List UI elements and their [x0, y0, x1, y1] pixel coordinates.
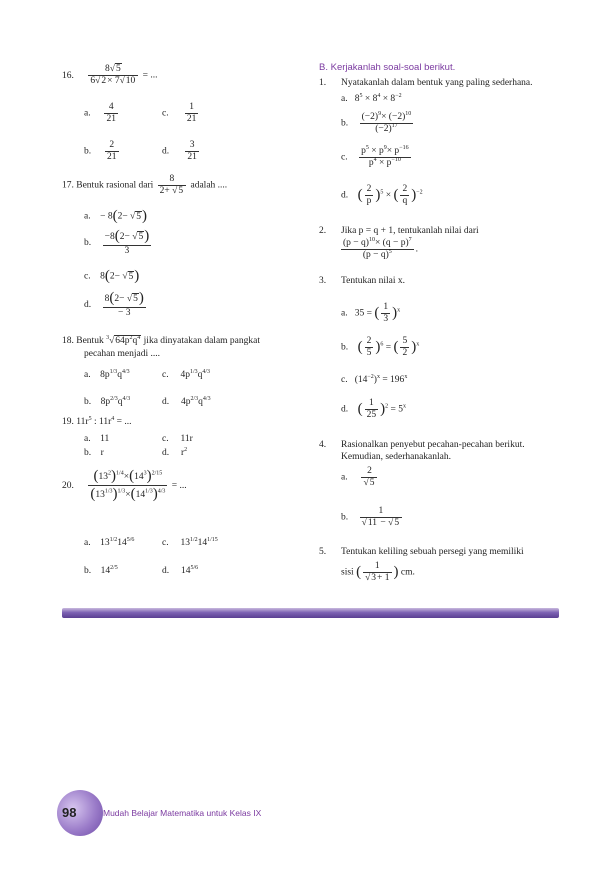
section-title: B. Kerjakanlah soal-soal berikut. — [319, 62, 456, 73]
q18-option-b: b. $8p^{2/3}q^{4/3}$ — [84, 395, 131, 407]
q3-option-d: d. ( $\frac{1}{25}$ )$^2 = 5^x$ — [341, 398, 406, 420]
q18-option-d: d. $4p^{2/3}q^{4/3}$ — [162, 395, 211, 407]
q4-option-a: a. $\frac{2}{√5}$ — [341, 466, 379, 489]
q18-line2: pecahan menjadi .... — [84, 349, 160, 359]
q19-option-a: a. 11 — [84, 434, 110, 444]
q1-option-a: a. $8^5 \times 8^4 \times 8^{-2}$ — [341, 92, 402, 104]
question-18: 18. Bentuk $^3√64p^2q^4$ jika dinyatakan dalam pangkat — [62, 334, 261, 346]
q17-option-d: d. $\frac{8(2- √5)}{- 3}$ — [84, 290, 144, 319]
q19-option-b: b. r — [84, 448, 104, 458]
q1-option-c: c. $\frac{p^5 \times p^9\times p^{-16}}{p^4 \times p^{-10}}$ — [341, 144, 409, 168]
q20-option-a: a. $13^{1/2}14^{5/6}$ — [84, 536, 135, 548]
q20-fraction: $\frac{(13^2)^{1/4}\times(14^3)^{2/15}}{(13^{1/3})^{1/3}\times(14^{1/3})^{4/3}}$ — [90, 468, 166, 503]
question-2: 2. Jika p = q + 1, tentukanlah nilai dari — [319, 226, 479, 236]
page-number: 98 — [62, 805, 77, 820]
q4-line2: Kemudian, sederhanakanlah. — [341, 452, 451, 462]
q16-fraction: $\frac{8√5}{6√2\times 7√10}$ — [88, 64, 138, 87]
q1-option-d: d. ( $\frac{2}{p}$ )$^5$ × ( $\frac{2}{q}$ )$^{-2}$ — [341, 184, 423, 206]
q4-option-b: b. $\frac{1}{√11 - √5}$ — [341, 506, 404, 529]
q20-option-b: b. $14^{2/5}$ — [84, 564, 118, 576]
question-17: 17. Bentuk rasional dari $\frac{8}{2+ √5}$ adalah .... — [62, 174, 228, 196]
question-20: 20. $\frac{(13^2)^{1/4}\times(14^3)^{2/15}}{(13^{1/3})^{1/3}\times(14^{1/3})^{4/3}}$ = ... — [62, 468, 187, 503]
q18-option-a: a. $8p^{1/3}q^{4/3}$ — [84, 368, 130, 380]
q17-option-b: b. $\frac{-8(2- √5)}{3}$ — [84, 228, 150, 257]
section-divider-bar — [62, 608, 559, 618]
q16-option-d: d. $\frac{3}{21}$ — [162, 140, 197, 162]
q19-option-c: c. 11r — [162, 434, 193, 444]
question-19: 19. $11r^5$ : $11r^4$ = ... — [62, 415, 132, 427]
question-16: 16. $\frac{8√5}{6√2\times 7√10}$ = ... — [62, 64, 158, 86]
question-4: 4. Rasionalkan penyebut pecahan-pecahan berikut. — [319, 440, 525, 450]
q1-option-b: b. $\frac{(-2)^9\times (-2)^{10}}{(-2)^{17}}$ — [341, 110, 412, 134]
question-1: 1. Nyatakanlah dalam bentuk yang paling sederhana. — [319, 78, 533, 88]
q17-option-a: a. − 8(2− √5) — [84, 208, 148, 224]
q20-option-c: c. $13^{1/2}14^{1/15}$ — [162, 536, 218, 548]
q17-option-c: c. 8(2− √5) — [84, 268, 140, 284]
q2-expression: $\frac{(p - q)^{10}\times (q - p)^7}{(p - q)^5}$ . — [343, 236, 418, 260]
q3-option-c: c. $(14^{-2})^x = 196^x$ — [341, 373, 408, 385]
q3-option-a: a. 35 = ( $\frac{1}{3}$ )$^x$ — [341, 302, 401, 324]
q5-line2: sisi ( $\frac{1}{√3+ 1}$ ) cm. — [341, 561, 415, 583]
question-3: 3. Tentukan nilai x. — [319, 276, 405, 286]
q16-option-c: c. $\frac{1}{21}$ — [162, 102, 197, 124]
q3-option-b: b. ( $\frac{2}{5}$ )$^6$ = ( $\frac{5}{2}$ )$^x$ — [341, 336, 420, 358]
q16-option-a: a. $\frac{4}{21}$ — [84, 102, 116, 124]
q19-option-d: d. $r^2$ — [162, 446, 188, 458]
q18-option-c: c. $4p^{1/3}q^{4/3}$ — [162, 368, 211, 380]
q20-option-d: d. $14^{5/6}$ — [162, 564, 199, 576]
book-title: Mudah Belajar Matematika untuk Kelas IX — [103, 808, 262, 818]
q16-option-b: b. $\frac{2}{21}$ — [84, 140, 117, 162]
question-5: 5. Tentukan keliling sebuah persegi yang memiliki — [319, 547, 524, 557]
